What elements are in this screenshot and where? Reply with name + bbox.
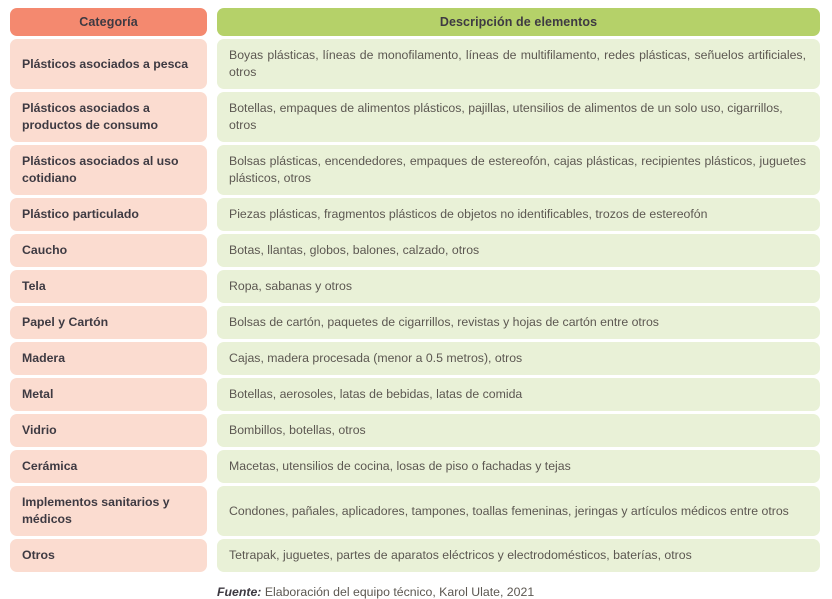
table-row [10,414,820,447]
cell-description-text: Bolsas plásticas, encendedores, empaques de estereofón, cajas plásticas, recipientes plásticos, juguetes plásticos, otros [229,154,806,185]
cell-description-text: Macetas, utensilios de cocina, losas de piso o fachadas y tejas [229,459,571,473]
cell-category [10,270,207,303]
cell-description [217,39,820,89]
cell-description [217,486,820,536]
cell-description-text: Bolsas de cartón, paquetes de cigarrillos, revistas y hojas de cartón entre otros [229,315,659,329]
table-header-row [10,8,820,36]
cell-category-text: Tela [22,279,46,293]
column-header-description [217,8,820,36]
cell-description-text: Condones, pañales, aplicadores, tampones, toallas femeninas, jeringas y artículos médicos entre otros [229,503,789,518]
table-row [10,145,820,195]
cell-description-text: Piezas plásticas, fragmentos plásticos de objetos no identificables, trozos de estereofón [229,207,708,221]
cell-description [217,450,820,483]
cell-description [217,342,820,375]
cell-category [10,39,207,89]
cell-category [10,539,207,572]
cell-category [10,145,207,195]
table-row [10,539,820,572]
cell-description [217,234,820,267]
cell-category-text: Metal [22,387,54,401]
cell-category-text: Vidrio [22,423,57,437]
cell-category-text: Otros [22,548,55,562]
cell-category-text: Plásticos asociados a productos de consumo [22,101,158,132]
cell-description-text: Cajas, madera procesada (menor a 0.5 metros), otros [229,351,523,365]
cell-description-text: Boyas plásticas, líneas de monofilamento, líneas de multifilamento, redes plásticas, señuelos artificiales, otros [229,48,806,79]
cell-category [10,486,207,536]
cell-description [217,270,820,303]
table-row [10,450,820,483]
cell-category [10,198,207,231]
cell-category-text: Cerámica [22,459,78,473]
table-row [10,378,820,411]
cell-category-text: Plásticos asociados al uso cotidiano [22,154,179,185]
cell-description [217,539,820,572]
column-header-category [10,8,207,36]
cell-category [10,92,207,142]
cell-description-text: Bombillos, botellas, otros [229,423,366,437]
cell-category [10,234,207,267]
cell-category-text: Papel y Cartón [22,315,109,329]
cell-category [10,414,207,447]
cell-category-text: Implementos sanitarios y médicos [22,495,170,526]
table-row [10,39,820,89]
table-row [10,92,820,142]
cell-description-text: Botellas, aerosoles, latas de bebidas, latas de comida [229,387,523,401]
cell-description-text: Tetrapak, juguetes, partes de aparatos eléctricos y electrodomésticos, baterías, otros [229,548,692,562]
table-row [10,306,820,339]
cell-category-text: Caucho [22,243,68,257]
cell-description [217,145,820,195]
cell-description [217,198,820,231]
cell-category [10,342,207,375]
cell-category [10,450,207,483]
column-header-category-label: Categoría [79,15,138,29]
cell-category [10,306,207,339]
cell-category [10,378,207,411]
table-row [10,234,820,267]
cell-category-text: Plásticos asociados a pesca [22,56,189,71]
cell-category-text: Madera [22,351,66,365]
cell-description [217,378,820,411]
table-row [10,486,820,536]
source-note [10,585,820,599]
cell-description [217,92,820,142]
source-note-text: Elaboración del equipo técnico, Karol Ulate, 2021 [261,585,535,599]
cell-description-text: Ropa, sabanas y otros [229,279,353,293]
cell-description [217,306,820,339]
categories-table [10,8,820,572]
cell-description [217,414,820,447]
cell-category-text: Plástico particulado [22,207,139,221]
table-row [10,198,820,231]
table-row [10,342,820,375]
column-header-description-label: Descripción de elementos [439,15,598,29]
source-note-label: Fuente: [217,585,262,599]
cell-description-text: Botellas, empaques de alimentos plásticos, pajillas, utensilios de alimentos de un solo uso, cigarrillos, otros [229,101,783,132]
table-row [10,270,820,303]
cell-description-text: Botas, llantas, globos, balones, calzado, otros [229,243,480,257]
